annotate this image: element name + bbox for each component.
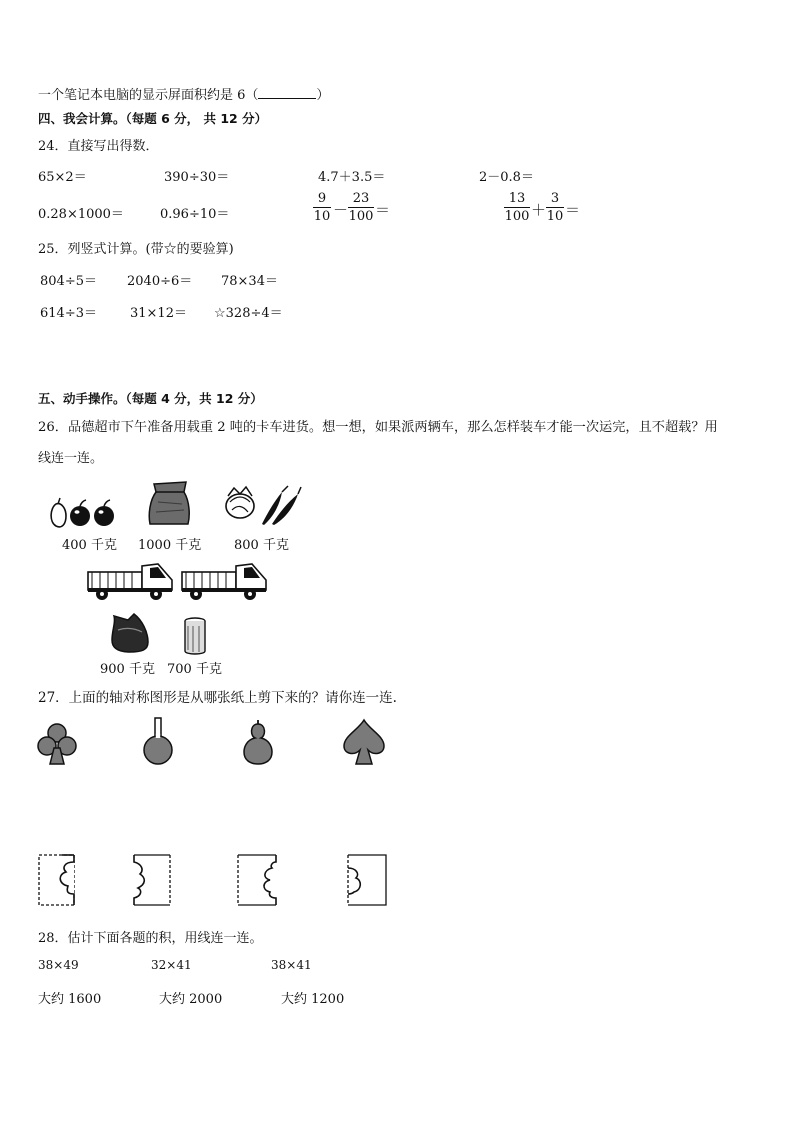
frac-a-den2: 100 <box>348 209 374 224</box>
club-shape-icon <box>36 722 78 766</box>
q28-answer-3[interactable]: 大约 1200 <box>281 992 345 1007</box>
q28-stem: 28．估计下面各题的积，用线连一连。 <box>38 931 263 946</box>
q24-item-6: 0.96÷10＝ <box>160 207 230 222</box>
folded-paper-a-icon[interactable] <box>38 854 76 906</box>
q24-item-1: 65×2＝ <box>38 170 87 185</box>
q24-item-3: 4.7＋3.5＝ <box>318 170 386 185</box>
intro-close: ） <box>316 88 330 103</box>
spade-shape-icon <box>342 718 386 766</box>
flour-bag-icon <box>108 612 152 654</box>
q25-item-2: 2040÷6＝ <box>127 274 193 289</box>
fruit-icon <box>46 496 120 530</box>
q26-stem-line1: 26．品德超市下午准备用载重 2 吨的卡车进货。想一想，如果派两辆车，那么怎样装车才能一次运完，且不超载？用 <box>38 420 718 435</box>
intro-text: 一个笔记本电脑的显示屏面积约是 6（ <box>38 88 259 103</box>
frac-b-num1: 13 <box>508 191 526 206</box>
q24-item-2: 390÷30＝ <box>164 170 230 185</box>
q24-stem: 24．直接写出得数． <box>38 139 159 154</box>
vegetables-icon <box>222 484 302 526</box>
goods-weight-2: 1000 千克 <box>138 538 202 553</box>
round-pendant-shape-icon <box>140 716 176 766</box>
section4-title: 四、我会计算。（每题 6 分， 共 12 分） <box>38 111 268 126</box>
q26-stem-line2: 线连一连。 <box>38 451 104 466</box>
q25-item-6: ☆328÷4＝ <box>214 306 283 321</box>
q25-item-3: 78×34＝ <box>221 274 278 289</box>
folded-paper-c-icon[interactable] <box>236 854 278 906</box>
q25-item-4: 614÷3＝ <box>40 306 97 321</box>
frac-a-operator: － <box>333 201 349 219</box>
section5-title: 五、动手操作。（每题 4 分，共 12 分） <box>38 391 263 406</box>
q28-expr-2[interactable]: 32×41 <box>151 958 192 972</box>
q25-item-5: 31×12＝ <box>130 306 187 321</box>
q28-answer-1[interactable]: 大约 1600 <box>38 992 102 1007</box>
frac-b-first <box>504 191 530 224</box>
q24-item-4: 2－0.8＝ <box>479 170 534 185</box>
q25-stem: 25．列竖式计算。(带☆的要验算) <box>38 242 234 257</box>
frac-a-equals: ＝ <box>375 201 391 219</box>
goods-weight-3: 800 千克 <box>234 538 289 553</box>
frac-b-den2: 10 <box>546 209 564 224</box>
gourd-shape-icon <box>240 718 276 766</box>
q28-answer-2[interactable]: 大约 2000 <box>159 992 223 1007</box>
oil-barrel-icon <box>182 616 208 656</box>
q25-item-1: 804÷5＝ <box>40 274 97 289</box>
q28-expr-1[interactable]: 38×49 <box>38 958 79 972</box>
frac-a-first <box>313 191 331 224</box>
rice-sack-icon <box>146 478 194 526</box>
intro-line <box>38 84 329 103</box>
folded-paper-b-icon[interactable] <box>132 854 172 906</box>
goods-weight-5: 700 千克 <box>167 662 222 677</box>
goods-weight-4: 900 千克 <box>100 662 155 677</box>
frac-a-num1: 9 <box>317 191 327 206</box>
frac-a-second <box>348 191 374 224</box>
frac-b-operator: ＋ <box>531 201 547 219</box>
goods-weight-1: 400 千克 <box>62 538 117 553</box>
folded-paper-d-icon[interactable] <box>346 854 388 906</box>
frac-b-num2: 3 <box>550 191 560 206</box>
frac-b-equals: ＝ <box>565 201 581 219</box>
truck-icon-1 <box>86 560 174 602</box>
answer-blank[interactable] <box>258 86 316 99</box>
frac-a-num2: 23 <box>352 191 370 206</box>
frac-b-second <box>546 191 564 224</box>
q27-stem: 27．上面的轴对称图形是从哪张纸上剪下来的？请你连一连. <box>38 690 397 706</box>
frac-b-den1: 100 <box>504 209 530 224</box>
q24-item-5: 0.28×1000＝ <box>38 207 124 222</box>
truck-icon-2 <box>180 560 268 602</box>
frac-a-den1: 10 <box>313 209 331 224</box>
q28-expr-3[interactable]: 38×41 <box>271 958 312 972</box>
